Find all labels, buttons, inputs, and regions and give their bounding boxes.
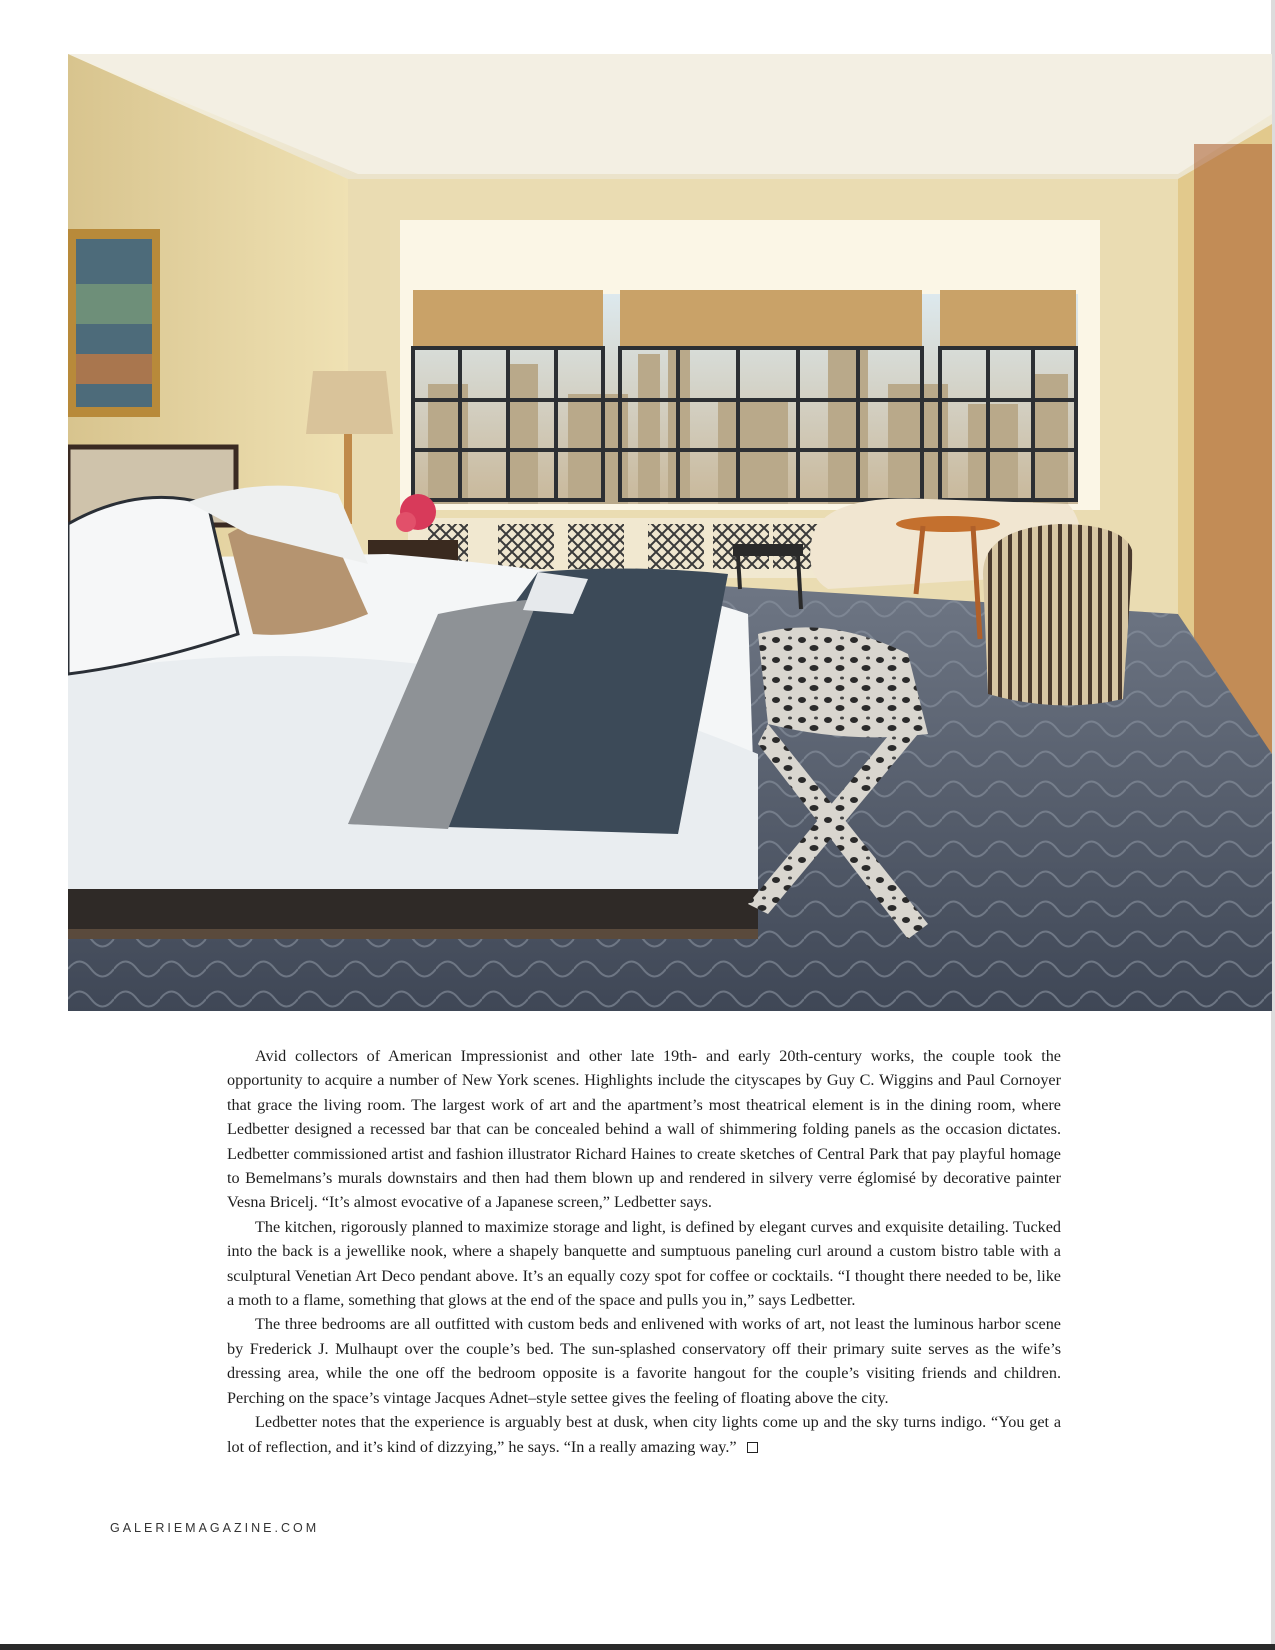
article-paragraph — [227, 1410, 1061, 1459]
bedroom-photo — [68, 54, 1272, 1011]
site-url[interactable]: GALERIEMAGAZINE.COM — [110, 1521, 320, 1535]
article-paragraph: Avid collectors of American Impressionist and other late 19th- and early 20th-century works, the couple took the opportunity to acquire a number of New York scenes. Highlights include the cityscapes by Guy C. Wiggins and Paul Cornoyer that grace the living room. The largest work of art and the apartment’s most theatrical element is in the dining room, where Ledbetter designed a recessed bar that can be concealed behind a wall of shimmering folding panels as the occasion dictates. Ledbetter commissioned artist and fashion illustrator Richard Haines to create sketches of Central Park that pay playful homage to Bemelmans’s murals downstairs and then had them blown up and rendered in silvery verre églomisé by decorative painter Vesna Bricelj. “It’s almost evocative of a Japanese screen,” Ledbetter says. — [227, 1047, 1061, 1212]
bottom-rule — [0, 1644, 1275, 1650]
end-mark-icon — [747, 1442, 758, 1453]
article-paragraph-text: Ledbetter notes that the experience is arguably best at dusk, when city lights come up and the sky turns indigo. “You get a lot of reflection, and it’s kind of dizzying,” he says. “In a really amazing way.” — [227, 1413, 1061, 1456]
article-body — [227, 1044, 1061, 1459]
article-paragraph: The kitchen, rigorously planned to maximize storage and light, is defined by elegant curves and exquisite detailing. Tucked into the back is a jewellike nook, where a shapely banquette and sumptuous paneling curl around a custom bistro table with a sculptural Venetian Art Deco pendant above. It’s an equally cozy spot for coffee or cocktails. “I thought there needed to be, like a moth to a flame, something that glows at the end of the space and pulls you in,” says Ledbetter. — [227, 1217, 1061, 1310]
article-paragraph: The three bedrooms are all outfitted with custom beds and enlivened with works of art, not least the luminous harbor scene by Frederick J. Mulhaupt over the couple’s bed. The sun-splashed conservatory off their primary suite serves as the wife’s dressing area, while the one off the bedroom opposite is a favorite hangout for the couple’s visiting friends and children. Perching on the space’s vintage Jacques Adnet–style settee gives the feeling of floating above the city. — [227, 1315, 1061, 1407]
